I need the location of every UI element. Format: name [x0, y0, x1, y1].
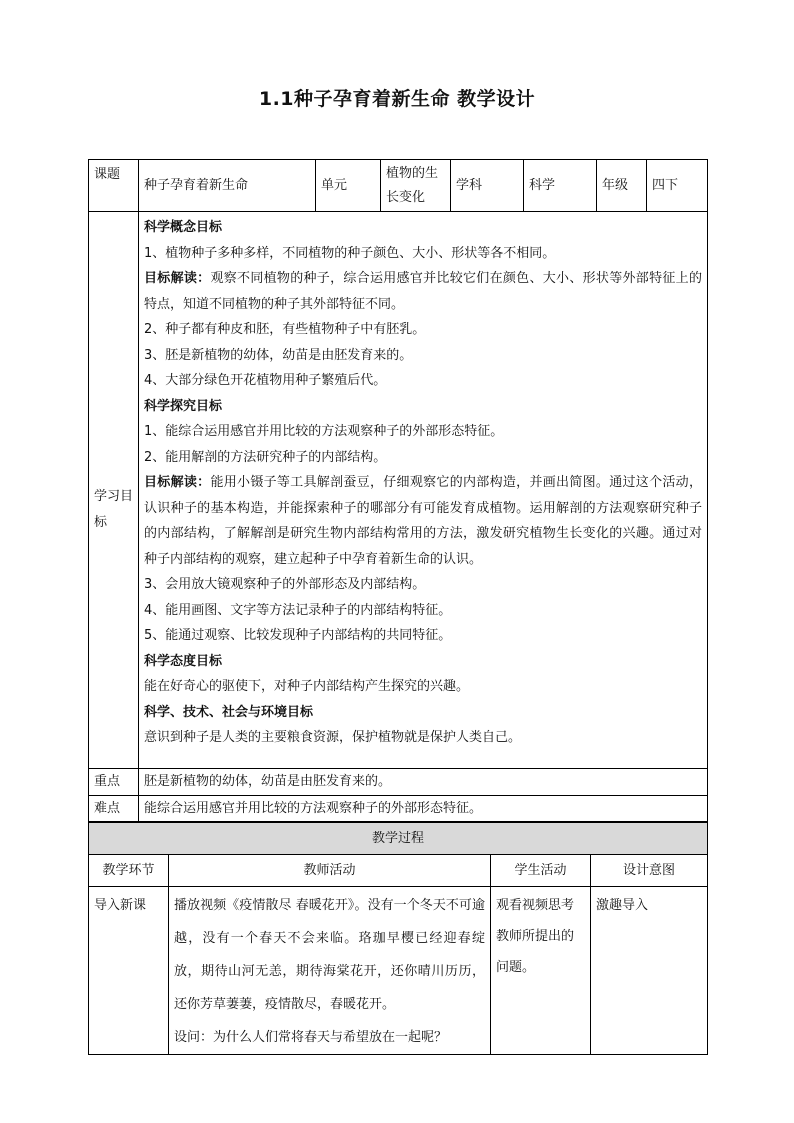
row-stage: 导入新课	[89, 887, 169, 1055]
goal-item: 能在好奇心的驱使下，对种子内部结构产生探究的兴趣。	[144, 679, 470, 694]
goal-item: 2、种子都有种皮和胚，有些植物种子中有胚乳。	[144, 322, 426, 337]
process-banner: 教学过程	[89, 823, 708, 855]
goals-content	[139, 212, 708, 769]
header-intent: 设计意图	[591, 855, 708, 887]
goal-section-heading: 科学概念目标	[144, 220, 223, 235]
teaching-process-table	[88, 822, 708, 1055]
unit-label: 单元	[316, 160, 381, 212]
subject-label: 学科	[451, 160, 524, 212]
goal-section-heading: 科学、技术、社会与环境目标	[144, 704, 314, 720]
goals-label: 学习目标	[89, 212, 139, 769]
teacher-activity-text: 播放视频《疫情散尽 春暖花开》。没有一个冬天不可逾越，没有一个春天不会来临。珞珈早樱已经迎春绽放，期待山河无恙，期待海棠花开，还你晴川历历，还你芳草萋萋，疫情散尽，春暖花开。	[174, 898, 485, 1012]
goal-interpretation	[144, 470, 702, 572]
goal-item: 2、能用解剖的方法研究种子的内部结构。	[144, 449, 387, 465]
difficulty-label: 难点	[89, 795, 139, 822]
row-student-activity: 观看视频思考教师所提出的问题。	[491, 887, 591, 1055]
goal-interpretation-text: 能用小镊子等工具解剖蚕豆，仔细观察它的内部构造，并画出简图。通过这个活动，认识种子的基本构造，并能探索种子的哪部分有可能发育成植物。运用解剖的方法观察研究种子的内部结构，了解解剖是研究生物内部结构常用的方法，激发研究植物生长变化的兴趣。通过对种子内部结构的观察，建立起种子中孕育着新生命的认识。	[144, 475, 702, 567]
topic-label: 课题	[89, 160, 139, 212]
goal-interpretation-lead: 目标解读：	[144, 271, 211, 286]
goal-item: 3、胚是新植物的幼体，幼苗是由胚发育来的。	[144, 347, 413, 363]
row-design-intent: 激趣导入	[591, 887, 708, 1055]
goal-interpretation-lead: 目标解读：	[144, 475, 211, 490]
header-stage: 教学环节	[89, 855, 169, 887]
key-point-label: 重点	[89, 769, 139, 796]
row-teacher-activity	[169, 887, 491, 1055]
goal-item: 意识到种子是人类的主要粮食资源，保护植物就是保护人类自己。	[144, 730, 522, 745]
grade-value: 四下	[647, 160, 708, 212]
goal-item: 5、能通过观察、比较发现种子内部结构的共同特征。	[144, 628, 452, 643]
goal-interpretation-text: 观察不同植物的种子，综合运用感官并比较它们在颜色、大小、形状等外部特征上的特点，知道不同植物的种子其外部特征不同。	[144, 271, 702, 312]
difficulty-text: 能综合运用感官并用比较的方法观察种子的外部形态特征。	[139, 795, 708, 822]
teacher-question: 设问：为什么人们常将春天与希望放在一起呢？	[174, 1030, 448, 1045]
unit-value: 植物的生长变化	[381, 160, 451, 212]
goal-item: 3、会用放大镜观察种子的外部形态及内部结构。	[144, 577, 426, 592]
goal-item: 1、植物种子多种多样，不同植物的种子颜色、大小、形状等各不相同。	[144, 245, 556, 261]
header-teacher: 教师活动	[169, 855, 491, 887]
goal-item: 4、大部分绿色开花植物用种子繁殖后代。	[144, 373, 387, 388]
goal-item: 1、能综合运用感官并用比较的方法观察种子的外部形态特征。	[144, 424, 504, 439]
goal-item: 4、能用画图、文字等方法记录种子的内部结构特征。	[144, 602, 452, 618]
key-point-text: 胚是新植物的幼体，幼苗是由胚发育来的。	[139, 769, 708, 796]
header-student: 学生活动	[491, 855, 591, 887]
goal-section-heading: 科学探究目标	[144, 398, 223, 414]
grade-label: 年级	[597, 160, 647, 212]
lesson-info-table	[88, 159, 708, 822]
goal-section-heading: 科学态度目标	[144, 653, 223, 669]
goal-interpretation	[144, 266, 702, 317]
page-title: 1.1种子孕育着新生命 教学设计	[258, 88, 536, 110]
subject-value: 科学	[524, 160, 597, 212]
topic-value: 种子孕育着新生命	[139, 160, 316, 212]
